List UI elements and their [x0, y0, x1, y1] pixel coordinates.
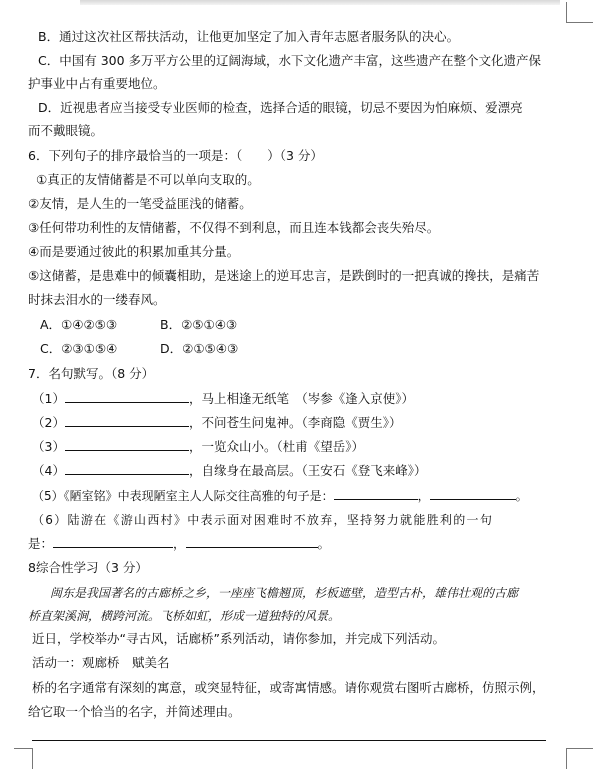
comma: ，	[173, 536, 186, 551]
item-number: （3）	[32, 439, 65, 454]
sentence-3: ③任何带功利性的友情储蓄，不仅得不到利息，而且连本钱都会丧失殆尽。	[28, 220, 440, 235]
period: 。	[515, 489, 528, 503]
page-top-shadow	[80, 0, 560, 5]
option-b-line: B．通过这次社区帮扶活动，让他更加坚定了加入青年志愿者服务队的决心。	[38, 29, 460, 44]
choice-b: B．②⑤①④③	[160, 317, 238, 332]
answer-blank[interactable]	[65, 388, 189, 403]
poem-item-2	[32, 412, 401, 432]
item-text: ，自缘身在最高层。（王安石《登飞来峰》）	[188, 463, 427, 478]
item-text: 是：	[28, 536, 54, 551]
sentence-5-line-1: ⑤这储蓄，是患难中的倾囊相助，是迷途上的逆耳忠言，是跌倒时的一把真诚的搀扶，是痛苦	[28, 268, 540, 283]
item-text: ，不问苍生问鬼神。（李商隐《贾生》）	[188, 415, 402, 430]
intro-paragraph-line-2: 桥直架溪涧，横跨河流。飞桥如虹，形成一道独特的风景。	[28, 609, 341, 623]
option-c-line-2: 护事业中占有重要地位。	[28, 76, 166, 91]
question-8-title: 8综合性学习（3 分）	[28, 560, 148, 575]
period: 。	[317, 536, 331, 551]
poem-item-5	[32, 485, 528, 505]
option-d-line-1: D．近视患者应当接受专业医师的检查，选择合适的眼镜，切忌不要因为怕麻烦、爱漂亮	[38, 100, 523, 115]
question-7-title: 7．名句默写。（8 分）	[28, 366, 155, 381]
answer-blank[interactable]	[334, 485, 418, 500]
option-d-line-2: 而不戴眼镜。	[28, 123, 104, 138]
answer-line[interactable]	[32, 740, 546, 741]
item-text: （5）《陋室铭》中表现陋室主人人际交往高雅的句子是：	[32, 489, 334, 503]
item-number: （2）	[32, 415, 65, 430]
question-6-title: 6．下列句子的排序最恰当的一项是：（ ）（3 分）	[28, 148, 323, 163]
page-corner-mark	[566, 2, 593, 23]
activity-1-title: 活动一：观廊桥 赋美名	[32, 655, 170, 670]
choice-c: C．②③①⑤④	[40, 341, 118, 356]
answer-blank[interactable]	[186, 533, 318, 548]
sentence-4: ④而是要通过彼此的积累加重其分量。	[28, 244, 240, 259]
answer-blank[interactable]	[430, 485, 516, 500]
activity-notice: 近日，学校举办“寻古风，话廊桥”系列活动，请你参加，并完成下列活动。	[32, 631, 445, 646]
answer-blank[interactable]	[65, 412, 189, 427]
item-text: ，马上相逢无纸笔 （岑参《逢入京使》）	[188, 391, 414, 406]
answer-blank[interactable]	[53, 533, 173, 548]
item-text: ，一览众山小。（杜甫《望岳》）	[188, 439, 364, 454]
poem-item-6-line-1: （6）陆游在《游山西村》中表示面对困难时不放弃，坚持努力就能胜利的一句	[32, 513, 494, 527]
activity-1-task-line-2: 给它取一个恰当的名字，并简述理由。	[28, 704, 241, 719]
comma: ，	[417, 489, 430, 503]
intro-paragraph-line-1: 闽东是我国著名的古廊桥之乡，一座座飞檐翘顶，杉板遮壁，造型古朴，雄伟壮观的古廊	[50, 586, 519, 600]
sentence-1: ①真正的友情储蓄是不可以单向支取的。	[36, 172, 260, 187]
sentence-2: ②友情，是人生的一笔受益匪浅的储蓄。	[28, 196, 252, 211]
sentence-5-line-2: 时抹去泪水的一缕春风。	[28, 292, 166, 307]
page-corner-mark	[14, 748, 33, 769]
choice-d: D．②①⑤④③	[160, 341, 239, 356]
poem-item-6-line-2	[28, 533, 330, 553]
poem-item-3	[32, 436, 364, 456]
item-number: （1）	[32, 391, 65, 406]
answer-blank[interactable]	[65, 436, 189, 451]
item-number: （4）	[32, 463, 65, 478]
choice-a: A．①④②⑤③	[40, 317, 118, 332]
activity-1-task-line-1: 桥的名字通常有深刻的寓意，或突显特征，或寄寓情感。请你观赏右图听古廊桥，仿照示例，	[32, 680, 545, 695]
page-corner-mark	[566, 748, 593, 769]
option-c-line-1: C．中国有 300 多万平方公里的辽阔海域，水下文化遗产丰富，这些遗产在整个文化遗产保	[38, 53, 542, 68]
poem-item-4	[32, 460, 426, 480]
poem-item-1	[32, 388, 414, 408]
answer-blank[interactable]	[65, 460, 189, 475]
